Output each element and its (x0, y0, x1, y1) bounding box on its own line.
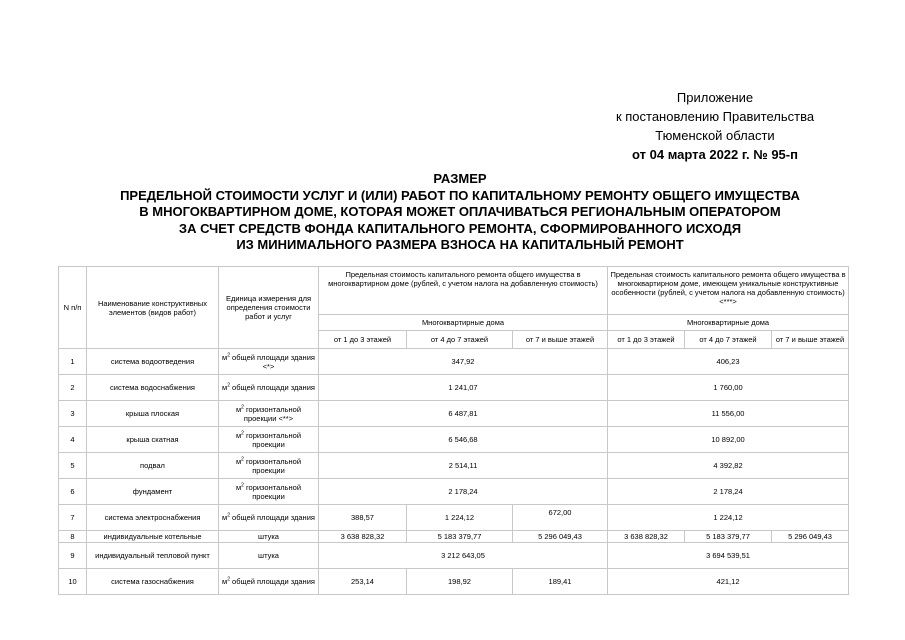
row-value: 10 892,00 (608, 427, 849, 453)
row-unit: $м^2$ горизонтальной проекции <**> (219, 401, 319, 427)
row-value: 1 224,12 (407, 505, 513, 531)
row-value: 1 224,12 (608, 505, 849, 531)
row-number: 9 (59, 543, 87, 569)
header-group-unique: Предельная стоимость капитального ремонта общего имущества в многоквартирном доме, имеющем уникальные конструктивные особенности (рублей, с учетом налога на добавленную стоимость) <***> (608, 267, 849, 315)
row-value: 5 183 379,77 (407, 531, 513, 543)
row-value: 6 546,68 (319, 427, 608, 453)
header-name: Наименование конструктивных элементов (видов работ) (87, 267, 219, 349)
row-value: 5 183 379,77 (685, 531, 772, 543)
row-name: индивидуальный тепловой пункт (87, 543, 219, 569)
row-value: 2 178,24 (608, 479, 849, 505)
title-line: ПРЕДЕЛЬНОЙ СТОИМОСТИ УСЛУГ И (ИЛИ) РАБОТ ПО КАПИТАЛЬНОМУ РЕМОНТУ ОБЩЕГО ИМУЩЕСТВА (120, 187, 800, 203)
row-value: 6 487,81 (319, 401, 608, 427)
row-value: 1 760,00 (608, 375, 849, 401)
title-line: РАЗМЕР (433, 171, 487, 186)
row-value: 2 514,11 (319, 453, 608, 479)
title-line: В МНОГОКВАРТИРНОМ ДОМЕ, КОТОРАЯ МОЖЕТ ОПЛАЧИВАТЬСЯ РЕГИОНАЛЬНЫМ ОПЕРАТОРОМ (139, 204, 781, 219)
row-name: фундамент (87, 479, 219, 505)
title-line: ЗА СЧЕТ СРЕДСТВ ФОНДА КАПИТАЛЬНОГО РЕМОНТА, СФОРМИРОВАННОГО ИСХОДЯ (178, 220, 742, 236)
row-value: 3 638 828,32 (319, 531, 407, 543)
row-unit: $м^2$ горизонтальной проекции (219, 427, 319, 453)
header-floors: от 4 до 7 этажей (407, 331, 513, 349)
row-value: 3 638 828,32 (608, 531, 685, 543)
table-row (59, 531, 849, 543)
table-row (59, 479, 849, 505)
row-number: 10 (59, 569, 87, 595)
row-name: система водоотведения (87, 349, 219, 375)
table-row (59, 505, 849, 531)
table-row (59, 375, 849, 401)
header-floors: от 1 до 3 этажей (608, 331, 685, 349)
appendix-block (590, 88, 840, 164)
row-name: система электроснабжения (87, 505, 219, 531)
header-floors: от 4 до 7 этажей (685, 331, 772, 349)
row-value: 1 241,07 (319, 375, 608, 401)
row-value: 388,57 (319, 505, 407, 531)
row-value: 253,14 (319, 569, 407, 595)
row-value: 189,41 (513, 569, 608, 595)
row-unit: штука (219, 543, 319, 569)
header-subgroup: Многоквартирные дома (319, 315, 608, 331)
row-unit: $м^2$ общей площади здания <*> (219, 349, 319, 375)
table-row (59, 569, 849, 595)
row-number: 5 (59, 453, 87, 479)
row-number: 1 (59, 349, 87, 375)
row-name: подвал (87, 453, 219, 479)
header-subgroup: Многоквартирные дома (608, 315, 849, 331)
table-row (59, 401, 849, 427)
row-value: 198,92 (407, 569, 513, 595)
row-value: 4 392,82 (608, 453, 849, 479)
row-value: 406,23 (608, 349, 849, 375)
row-value: 5 296 049,43 (513, 531, 608, 543)
row-value: 5 296 049,43 (772, 531, 849, 543)
table-row (59, 543, 849, 569)
row-unit: $м^2$ общей площади здания (219, 375, 319, 401)
row-name: крыша скатная (87, 427, 219, 453)
row-unit: $м^2$ общей площади здания (219, 569, 319, 595)
row-number: 8 (59, 531, 87, 543)
table-row (59, 427, 849, 453)
table-row (59, 349, 849, 375)
header-floors: от 7 и выше этажей (513, 331, 608, 349)
appendix-line: Тюменской области (655, 128, 775, 143)
header-floors: от 1 до 3 этажей (319, 331, 407, 349)
row-unit: штука (219, 531, 319, 543)
header-unit: Единица измерения для определения стоимости работ и услуг (219, 267, 319, 349)
row-unit: $м^2$ горизонтальной проекции (219, 453, 319, 479)
header-group-standard: Предельная стоимость капитального ремонта общего имущества в многоквартирном доме (рублей, с учетом налога на добавленную стоимость) (319, 267, 608, 315)
title-line: ИЗ МИНИМАЛЬНОГО РАЗМЕРА ВЗНОСА НА КАПИТАЛЬНЫЙ РЕМОНТ (236, 237, 684, 252)
row-unit: $м^2$ общей площади здания (219, 505, 319, 531)
table-row (59, 453, 849, 479)
row-value: 3 212 643,05 (319, 543, 608, 569)
header-num: N п/п (59, 267, 87, 349)
document-title (60, 171, 860, 254)
row-name: система водоснабжения (87, 375, 219, 401)
appendix-line: Приложение (676, 90, 754, 105)
row-value: 2 178,24 (319, 479, 608, 505)
row-value: 672,00 (513, 505, 608, 531)
row-number: 2 (59, 375, 87, 401)
row-unit: $м^2$ горизонтальной проекции (219, 479, 319, 505)
header-floors: от 7 и выше этажей (772, 331, 849, 349)
row-number: 3 (59, 401, 87, 427)
row-value: 3 694 539,51 (608, 543, 849, 569)
row-number: 4 (59, 427, 87, 453)
cost-table (58, 266, 849, 595)
appendix-decree: от 04 марта 2022 г. № 95-п (632, 147, 798, 162)
row-name: индивидуальные котельные (87, 531, 219, 543)
row-value: 347,92 (319, 349, 608, 375)
appendix-line: к постановлению Правительства (615, 109, 815, 124)
row-number: 6 (59, 479, 87, 505)
row-number: 7 (59, 505, 87, 531)
row-value: 11 556,00 (608, 401, 849, 427)
row-name: система газоснабжения (87, 569, 219, 595)
row-value: 421,12 (608, 569, 849, 595)
row-name: крыша плоская (87, 401, 219, 427)
